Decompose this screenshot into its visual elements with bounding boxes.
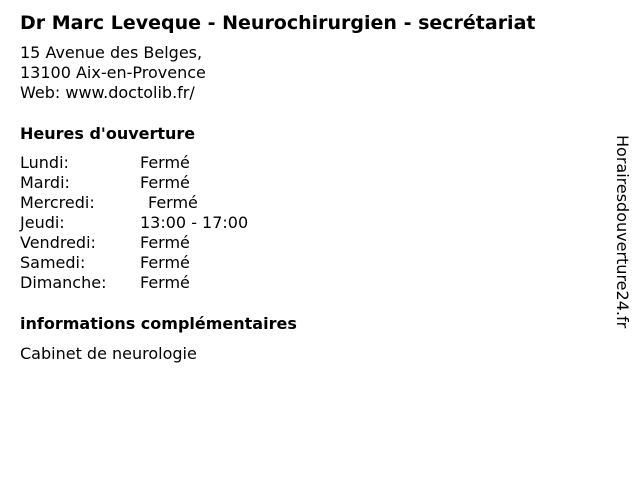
hours-value: Fermé	[140, 233, 190, 252]
day-label: Samedi:	[20, 253, 86, 272]
day-label: Mercredi:	[20, 193, 95, 212]
day-label: Jeudi:	[20, 213, 65, 232]
additional-info-heading: informations complémentaires	[20, 314, 297, 333]
site-watermark: Horairesdouverture24.fr	[613, 135, 632, 329]
opening-hours-heading: Heures d'ouverture	[20, 124, 196, 143]
day-label: Dimanche:	[20, 273, 107, 292]
address-block	[20, 43, 206, 103]
address-street: 15 Avenue des Belges,	[20, 43, 203, 62]
page-title: Dr Marc Leveque - Neurochirurgien - secrétariat	[20, 12, 536, 34]
address-city: 13100 Aix-en-Provence	[20, 63, 206, 82]
additional-info-text: Cabinet de neurologie	[20, 344, 197, 363]
hours-value: Fermé	[140, 153, 190, 172]
hours-value: Fermé	[148, 193, 198, 212]
hours-value: Fermé	[140, 253, 190, 272]
hours-value: 13:00 - 17:00	[140, 213, 249, 232]
day-label: Mardi:	[20, 173, 70, 192]
day-label: Vendredi:	[20, 233, 96, 252]
address-web: Web: www.doctolib.fr/	[20, 83, 195, 102]
hours-value: Fermé	[140, 173, 190, 192]
day-label: Lundi:	[20, 153, 69, 172]
hours-value: Fermé	[140, 273, 190, 292]
